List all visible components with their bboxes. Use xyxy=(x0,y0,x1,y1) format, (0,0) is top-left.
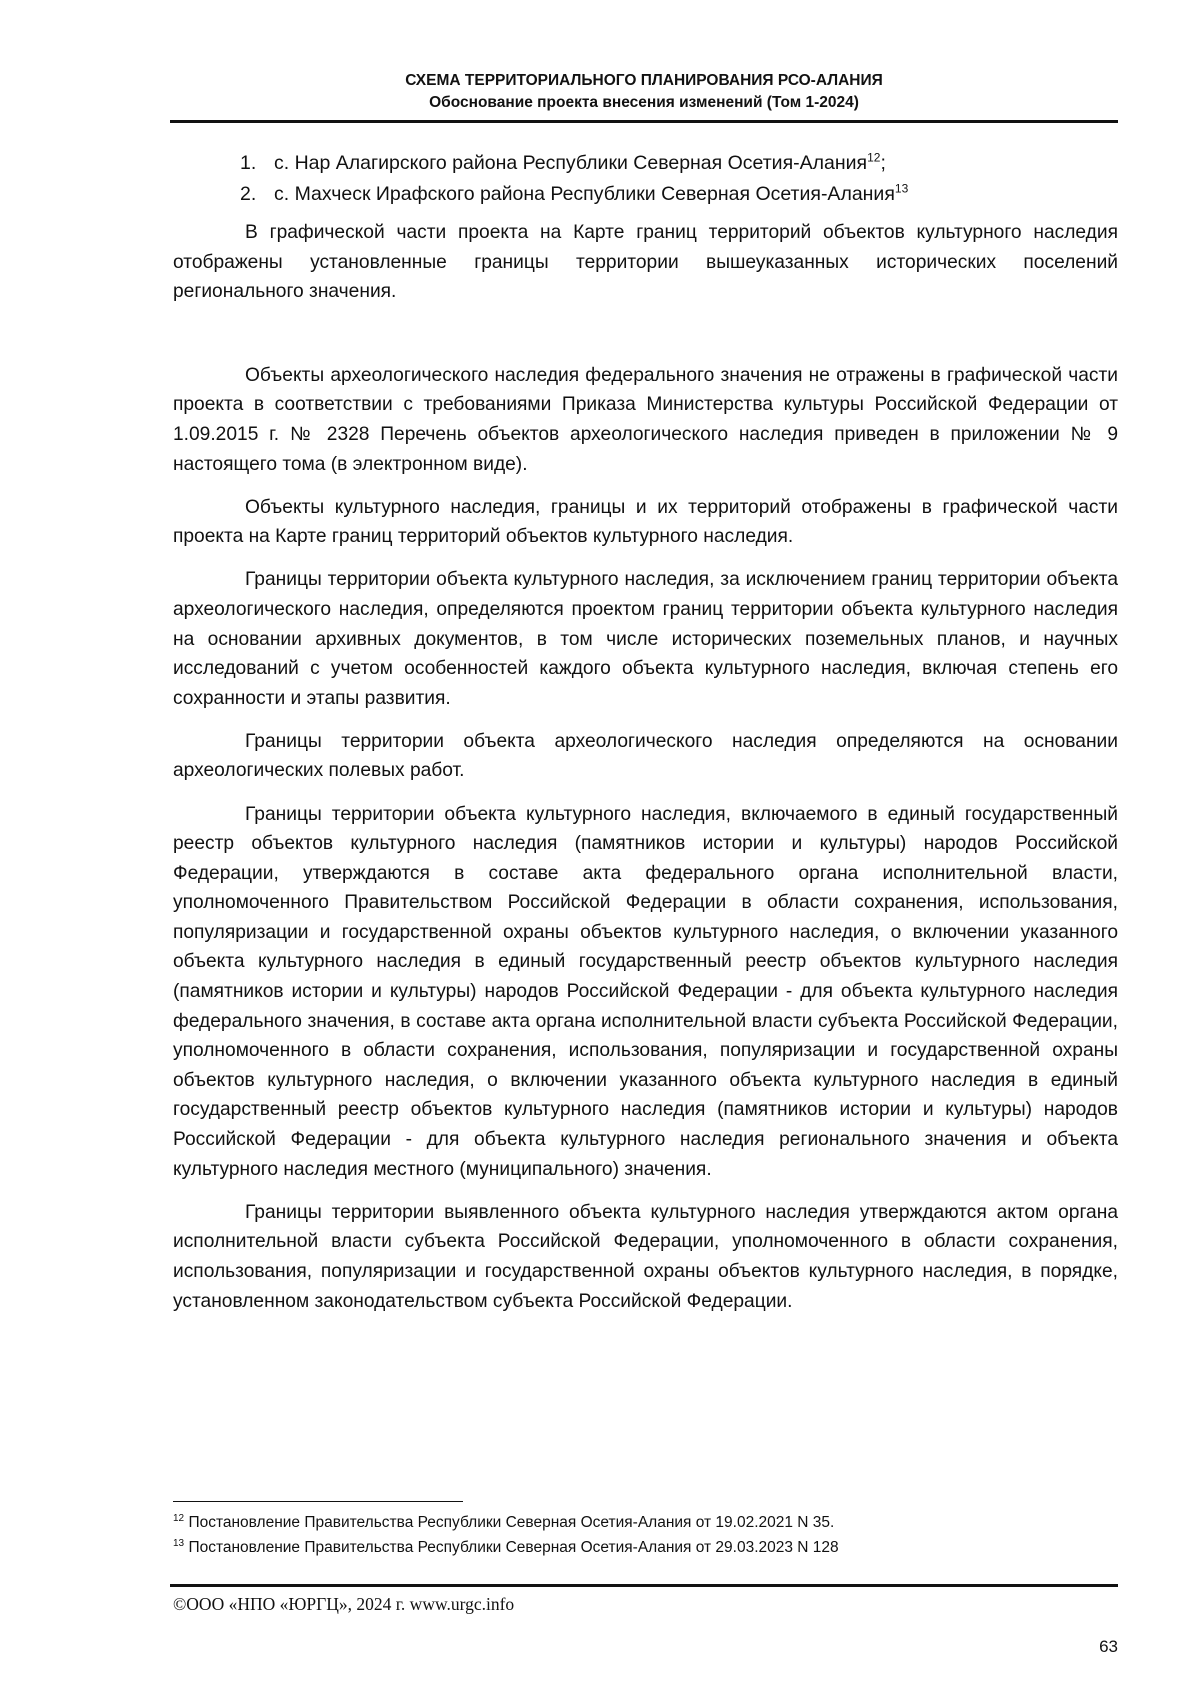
list-number: 2. xyxy=(240,183,257,205)
list-text: с. Махческ Ирафского района Республики Северная Осетия-Алания xyxy=(274,183,895,205)
paragraph: Объекты культурного наследия, границы и их территорий отображены в графической части проекта на Карте границ территорий объектов культурного наследия. xyxy=(173,496,1118,548)
footnotes xyxy=(173,1510,1118,1560)
page-header xyxy=(170,70,1118,114)
paragraph: Границы территории выявленного объекта культурного наследия утверждаются актом органа исполнительной власти субъекта Российской Федерации, уполномоченного в области сохранения, использования, популяризации и государственной охраны объектов культурного наследия, в порядке, установленном законодательством субъекта Российской Федерации. xyxy=(173,1201,1118,1312)
footnote xyxy=(173,1510,1118,1535)
footnote-number: 12 xyxy=(173,1512,185,1524)
footnote-text: Постановление Правительства Республики Северная Осетия-Алания от 19.02.2021 N 35. xyxy=(188,1514,835,1531)
settlement-list xyxy=(240,148,908,210)
paragraph: Объекты археологического наследия федерального значения не отражены в графической части проекта в соответствии с требованиями Приказа Министерства культуры Российской Федерации от 1.09.2015 г. № 2328 Перечень объектов археологического наследия приведен в приложении № 9 настоящего тома (в электронном виде). xyxy=(173,364,1118,475)
paragraph: Границы территории объекта археологического наследия определяются на основании археологических полевых работ. xyxy=(173,730,1118,782)
footnote-ref[interactable]: 12 xyxy=(867,150,881,165)
list-item xyxy=(240,148,908,179)
paragraph: Границы территории объекта культурного наследия, за исключением границ территории объекта археологического наследия, определяются проектом границ территории объекта культурного наследия на основании архивных документов, в том числе исторических поземельных планов, и научных исследований с учетом особенностей каждого объекта культурного наследия, включая степень его сохранности и этапы развития. xyxy=(173,569,1118,709)
page-number: 63 xyxy=(1099,1637,1118,1656)
list-tail: ; xyxy=(880,152,886,174)
footnote xyxy=(173,1535,1118,1560)
header-divider xyxy=(170,120,1118,123)
list-item xyxy=(240,179,908,210)
paragraph: Границы территории объекта культурного наследия, включаемого в единый государственный реестр объектов культурного наследия (памятников истории и культуры) народов Российской Федерации, утверждаются в составе акта федерального органа исполнительной власти, уполномоченного Правительством Российской Федерации в области сохранения, использования, популяризации и государственной охраны объектов культурного наследия, о включении указанного объекта культурного наследия в единый государственный реестр объектов культурного наследия (памятников истории и культуры) народов Российской Федерации - для объекта культурного наследия федерального значения, в составе акта органа исполнительной власти субъекта Российской Федерации, уполномоченного в области сохранения, использования, популяризации и государственной охраны объектов культурного наследия, о включении указанного объекта культурного наследия в единый государственный реестр объектов культурного наследия (памятников истории и культуры) народов Российской Федерации - для объекта культурного наследия регионального значения и объекта культурного наследия местного (муниципального) значения. xyxy=(173,803,1118,1180)
footnote-divider xyxy=(173,1501,463,1502)
footnote-ref[interactable]: 13 xyxy=(894,181,909,196)
header-title: СХЕМА ТЕРРИТОРИАЛЬНОГО ПЛАНИРОВАНИЯ РСО-АЛАНИЯ xyxy=(405,72,883,89)
list-text: с. Нар Алагирского района Республики Северная Осетия-Алания xyxy=(274,152,868,174)
footer-copyright: ©ООО «НПО «ЮРГЦ», 2024 г. www.urgc.info xyxy=(173,1594,515,1614)
header-subtitle: Обоснование проекта внесения изменений (Том 1-2024) xyxy=(429,94,859,111)
list-number: 1. xyxy=(240,152,257,174)
footnote-text: Постановление Правительства Республики Северная Осетия-Алания от 29.03.2023 N 128 xyxy=(188,1539,839,1556)
footer-divider xyxy=(170,1584,1118,1587)
paragraph: В графической части проекта на Карте границ территорий объектов культурного наследия отображены установленные границы территории вышеуказанных исторических поселений регионального значения. xyxy=(173,222,1118,303)
body-text xyxy=(173,218,1118,1316)
footnote-number: 13 xyxy=(173,1537,185,1549)
